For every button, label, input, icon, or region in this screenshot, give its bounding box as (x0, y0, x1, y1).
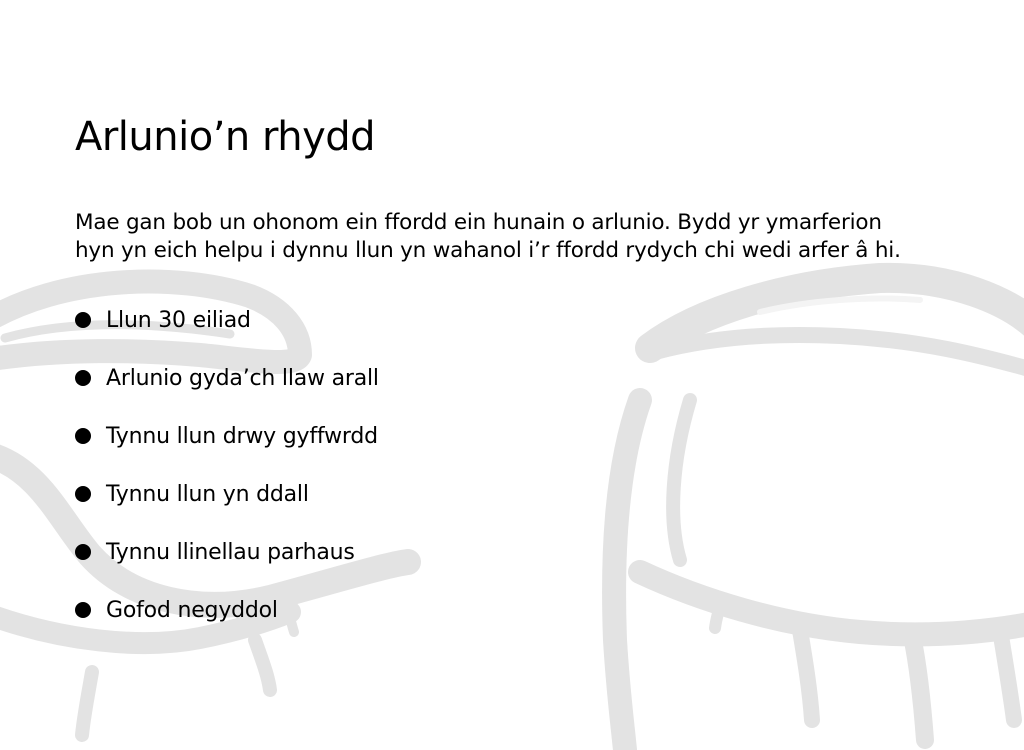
right-inner-curve (673, 400, 690, 560)
slide-title: Arlunio’n rhydd (75, 114, 376, 160)
bullet-icon (75, 370, 91, 386)
list-item (75, 465, 379, 523)
right-lower-lid (640, 572, 1024, 634)
right-lash-2 (800, 630, 812, 720)
right-lash-1 (715, 600, 722, 628)
list-item-label: Llun 30 eiliad (106, 307, 251, 333)
bullet-icon (75, 486, 91, 502)
bullet-icon (75, 312, 91, 328)
list-item (75, 407, 379, 465)
right-eye-lid-lower-edge (655, 335, 1024, 372)
intro-paragraph (75, 209, 975, 265)
list-item (75, 291, 379, 349)
list-item-label: Tynnu llun drwy gyffwrdd (106, 423, 378, 449)
intro-line-2: hyn yn eich helpu i dynnu llun yn wahanol i’r ffordd rydych chi wedi arfer â hi. (75, 238, 901, 263)
right-lash-4 (1000, 630, 1014, 720)
list-item (75, 349, 379, 407)
exercise-list (75, 291, 379, 639)
list-item (75, 581, 379, 639)
list-item-label: Tynnu llinellau parhaus (106, 539, 355, 565)
bullet-icon (75, 428, 91, 444)
list-item-label: Tynnu llun yn ddall (106, 481, 309, 507)
left-lash-1 (82, 672, 92, 735)
list-item-label: Arlunio gyda’ch llaw arall (106, 365, 379, 391)
list-item-label: Gofod negyddol (106, 597, 278, 623)
left-lash-2 (255, 640, 270, 690)
right-lash-3 (912, 636, 925, 740)
bullet-icon (75, 602, 91, 618)
intro-line-1: Mae gan bob un ohonom ein ffordd ein hunain o arlunio. Bydd yr ymarferion (75, 210, 882, 235)
list-item (75, 523, 379, 581)
bullet-icon (75, 544, 91, 560)
